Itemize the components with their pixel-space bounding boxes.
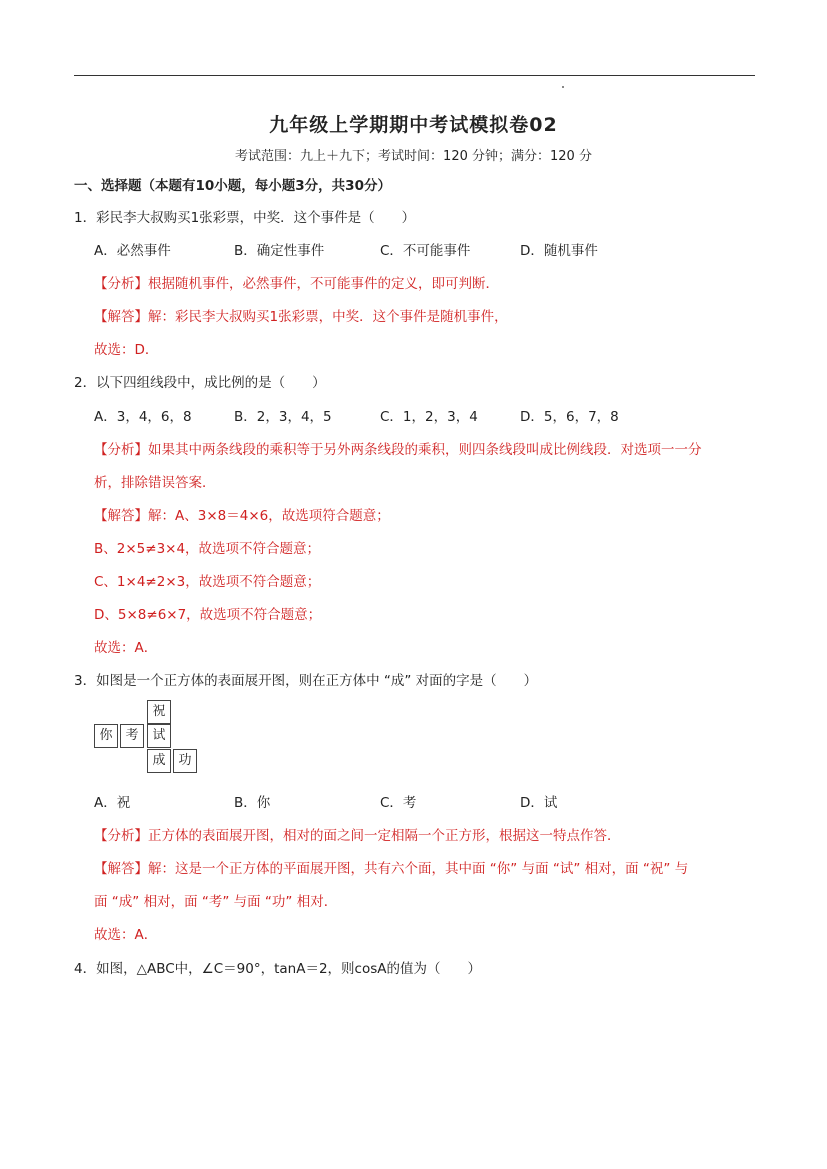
- header-dot: [562, 86, 564, 88]
- q1-option-d: D．随机事件: [520, 243, 598, 259]
- q1-choice: 故选：D．: [94, 342, 159, 358]
- q2-stem: 2．以下四组线段中，成比例的是（ ）: [74, 375, 326, 391]
- q1-option-c: C．不可能事件: [380, 243, 471, 259]
- q3-choice: 故选：A．: [94, 927, 158, 943]
- q2-answer-line2: B、2×5≠3×4，故选项不符合题意；: [94, 541, 321, 557]
- q2-option-a: A．3，4，6，8: [94, 409, 192, 425]
- q2-option-d: D．5，6，7，8: [520, 409, 619, 425]
- net-cell-zhu: 祝: [147, 700, 171, 724]
- q3-option-b: B．你: [234, 795, 271, 811]
- q1-analysis: 【分析】根据随机事件，必然事件，不可能事件的定义，即可判断．: [94, 276, 499, 292]
- q2-analysis-line1: 【分析】如果其中两条线段的乘积等于另外两条线段的乘积，则四条线段叫成比例线段．对选项一一分: [94, 442, 702, 458]
- q2-choice: 故选：A．: [94, 640, 158, 656]
- q1-answer: 【解答】解：彩民李大叔购买1张彩票，中奖．这个事件是随机事件，: [94, 309, 508, 325]
- q1-option-a: A．必然事件: [94, 243, 171, 259]
- q3-answer-line1: 【解答】解：这是一个正方体的平面展开图，共有六个面，其中面 “你” 与面 “试” 相对，面 “祝” 与: [94, 861, 689, 877]
- net-cell-shi: 试: [147, 724, 171, 748]
- net-cell-cheng: 成: [147, 749, 171, 773]
- q3-analysis: 【分析】正方体的表面展开图，相对的面之间一定相隔一个正方形，根据这一特点作答．: [94, 828, 621, 844]
- exam-info: 考试范围：九上＋九下；考试时间：120 分钟；满分：120 分: [235, 149, 592, 164]
- q1-option-b: B．确定性事件: [234, 243, 325, 259]
- q3-option-d: D．试: [520, 795, 558, 811]
- q3-option-a: A．祝: [94, 795, 131, 811]
- q2-answer-line4: D、5×8≠6×7，故选项不符合题意；: [94, 607, 322, 623]
- net-cell-ni: 你: [94, 724, 118, 748]
- q2-answer-line1: 【解答】解：A、3×8＝4×6，故选项符合题意；: [94, 508, 390, 524]
- q2-answer-line3: C、1×4≠2×3，故选项不符合题意；: [94, 574, 321, 590]
- q3-option-c: C．考: [380, 795, 417, 811]
- q2-analysis-line2: 析，排除错误答案．: [94, 475, 216, 491]
- q4-stem: 4．如图，△ABC中，∠C＝90°，tanA＝2，则cosA的值为（ ）: [74, 961, 482, 977]
- q1-stem: 1．彩民李大叔购买1张彩票，中奖．这个事件是（ ）: [74, 210, 416, 226]
- q3-answer-line2: 面 “成” 相对，面 “考” 与面 “功” 相对．: [94, 894, 338, 910]
- header-rule: [74, 75, 755, 76]
- net-cell-kao: 考: [120, 724, 144, 748]
- cube-net-figure: [94, 700, 204, 780]
- page-title: 九年级上学期期中考试模拟卷02: [269, 114, 558, 136]
- q2-option-c: C．1，2，3，4: [380, 409, 478, 425]
- q3-stem: 3．如图是一个正方体的表面展开图，则在正方体中 “成” 对面的字是（ ）: [74, 673, 538, 689]
- section-heading: 一、选择题（本题有10小题，每小题3分，共30分）: [74, 178, 391, 194]
- q2-option-b: B．2，3，4，5: [234, 409, 332, 425]
- net-cell-gong: 功: [173, 749, 197, 773]
